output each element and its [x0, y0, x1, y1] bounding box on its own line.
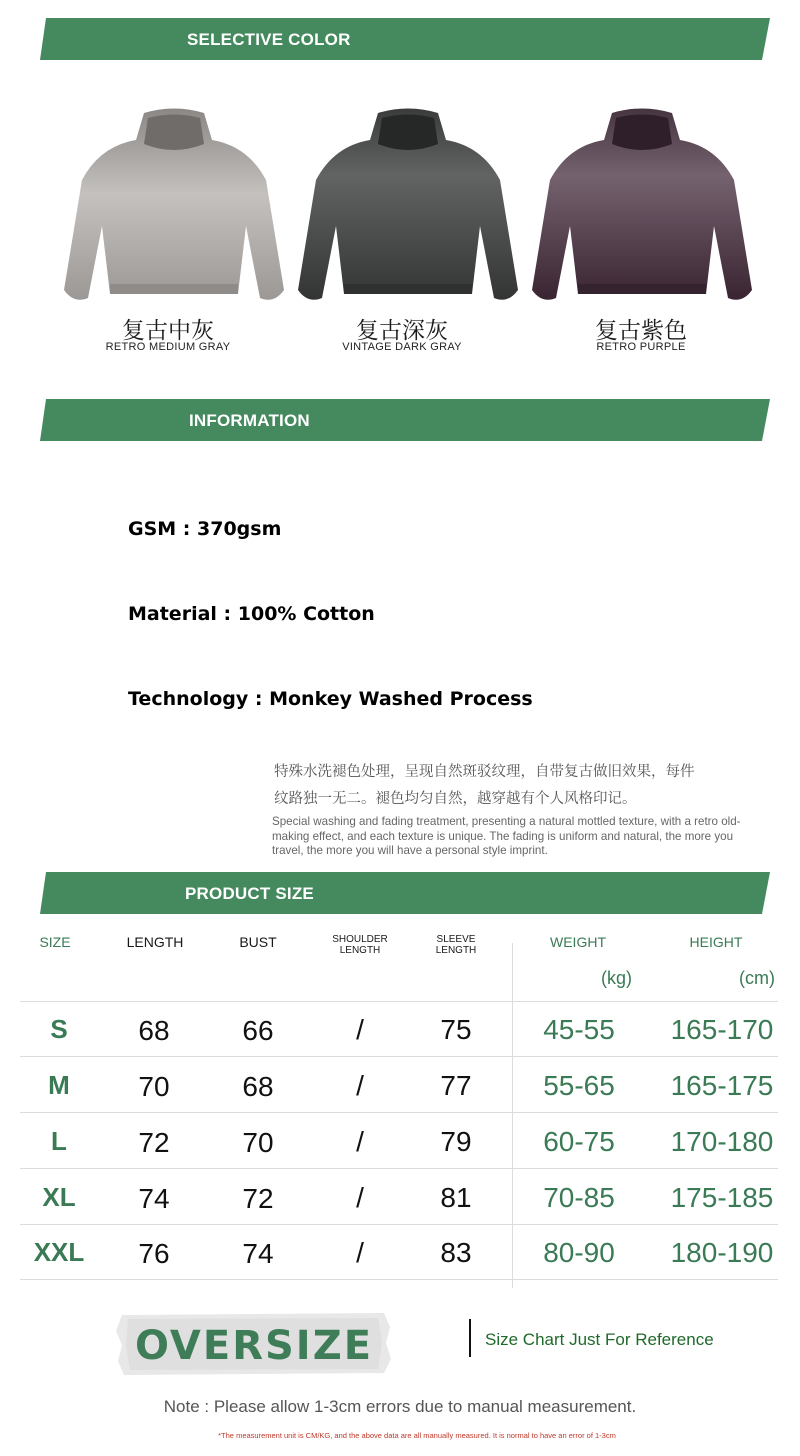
cell-height: 175-185 — [670, 1182, 774, 1213]
section-title-colors: SELECTIVE COLOR — [187, 30, 351, 49]
cell-shoulder: / — [356, 1126, 364, 1157]
cell-bust: 72 — [242, 1183, 274, 1214]
info-label: Material — [128, 603, 217, 625]
description-cn-line: 特殊水洗褪色处理，呈现自然斑驳纹理，自带复古做旧效果，每件 — [274, 764, 695, 780]
hoodie-purple-image — [530, 108, 754, 308]
banner-shape — [40, 18, 770, 62]
cell-sleeve: 83 — [440, 1237, 472, 1268]
cell-weight: 70-85 — [543, 1182, 615, 1213]
color-name-cn: 复古深灰 — [356, 318, 448, 344]
info-gsm: GSM : 370gsm — [128, 518, 282, 540]
cell-bust: 68 — [242, 1071, 274, 1102]
header-size: SIZE — [39, 934, 71, 950]
cell-weight: 80-90 — [543, 1237, 615, 1268]
header-height: HEIGHT — [689, 934, 743, 950]
table-rule — [20, 1112, 778, 1113]
cell-shoulder: / — [356, 1014, 364, 1045]
table-rule — [20, 1224, 778, 1225]
cell-size: S — [50, 1014, 68, 1044]
cell-bust: 70 — [242, 1127, 274, 1158]
weight-unit: (kg) — [601, 968, 632, 988]
cell-height: 165-175 — [670, 1070, 774, 1101]
cell-length: 70 — [138, 1071, 170, 1102]
description-en: Special washing and fading treatment, presenting a natural mottled texture, with a retro old-making effect, and each texture is unique. The fading is uniform and natural, the more you travel, the more you will have a personal style imprint. — [272, 815, 741, 857]
table-rule — [20, 1001, 778, 1002]
cell-sleeve: 75 — [440, 1014, 472, 1045]
reference-note: Size Chart Just For Reference — [485, 1330, 714, 1349]
cell-weight: 45-55 — [543, 1014, 615, 1045]
section-title-size: PRODUCT SIZE — [185, 884, 314, 903]
table-rule — [20, 1168, 778, 1169]
banner-shape — [40, 872, 770, 916]
banner-shape — [40, 399, 770, 443]
color-name-en: VINTAGE DARK GRAY — [342, 341, 462, 353]
description-cn — [274, 759, 764, 813]
oversize-label: OVERSIZE — [134, 1323, 374, 1369]
cell-length: 68 — [138, 1015, 170, 1046]
hoodie-dark-gray-image — [296, 108, 520, 308]
cell-height: 170-180 — [670, 1126, 774, 1157]
section-title-info: INFORMATION — [189, 411, 310, 430]
cell-size: M — [48, 1070, 70, 1100]
cell-shoulder: / — [356, 1182, 364, 1213]
header-sleeve: SLEEVE LENGTH — [435, 934, 477, 956]
info-value: 100% Cotton — [237, 603, 375, 625]
hoodie-medium-gray-image — [62, 108, 286, 308]
info-material: Material : 100% Cotton — [128, 603, 375, 625]
height-unit: (cm) — [739, 968, 775, 988]
color-name-cn: 复古中灰 — [122, 318, 214, 344]
table-rule — [20, 1279, 778, 1280]
header-shoulder: SHOULDER LENGTH — [332, 934, 388, 956]
cell-size: XL — [42, 1182, 76, 1212]
cell-height: 180-190 — [670, 1237, 774, 1268]
color-name-cn: 复古紫色 — [595, 318, 687, 344]
cell-sleeve: 79 — [440, 1126, 472, 1157]
cell-bust: 74 — [242, 1238, 274, 1269]
fine-print: *The measurement unit is CM/KG, and the above data are all manually measured. It is normal to have an error of 1-3cm — [218, 1431, 616, 1440]
section-banner-info — [40, 399, 770, 443]
section-banner-colors — [40, 18, 770, 62]
description-cn-line: 纹路独一无二。褪色均匀自然，越穿越有个人风格印记。 — [274, 791, 637, 807]
cell-length: 72 — [138, 1127, 170, 1158]
table-rule — [20, 1056, 778, 1057]
table-divider — [512, 943, 513, 1288]
info-technology: Technology : Monkey Washed Process — [128, 688, 533, 710]
header-weight: WEIGHT — [550, 934, 606, 950]
cell-size: L — [51, 1126, 67, 1156]
info-label: Technology — [128, 688, 249, 710]
cell-weight: 55-65 — [543, 1070, 615, 1101]
info-label: GSM — [128, 518, 177, 540]
cell-height: 165-170 — [670, 1014, 774, 1045]
cell-size: XXL — [33, 1237, 85, 1267]
oversize-stamp — [116, 1313, 392, 1375]
color-name-en: RETRO MEDIUM GRAY — [105, 341, 231, 353]
color-name-en: RETRO PURPLE — [596, 341, 686, 353]
cell-sleeve: 77 — [440, 1070, 472, 1101]
cell-shoulder: / — [356, 1237, 364, 1268]
info-value: 370gsm — [197, 518, 282, 540]
header-length: LENGTH — [126, 934, 184, 950]
section-banner-size — [40, 872, 770, 916]
cell-sleeve: 81 — [440, 1182, 472, 1213]
reference-divider — [469, 1319, 471, 1357]
cell-length: 74 — [138, 1183, 170, 1214]
info-value: Monkey Washed Process — [269, 688, 533, 710]
header-bust: BUST — [239, 934, 277, 950]
measurement-note: Note : Please allow 1-3cm errors due to manual measurement. — [163, 1397, 637, 1416]
cell-length: 76 — [138, 1238, 170, 1269]
cell-bust: 66 — [242, 1015, 274, 1046]
cell-shoulder: / — [356, 1070, 364, 1101]
cell-weight: 60-75 — [543, 1126, 615, 1157]
